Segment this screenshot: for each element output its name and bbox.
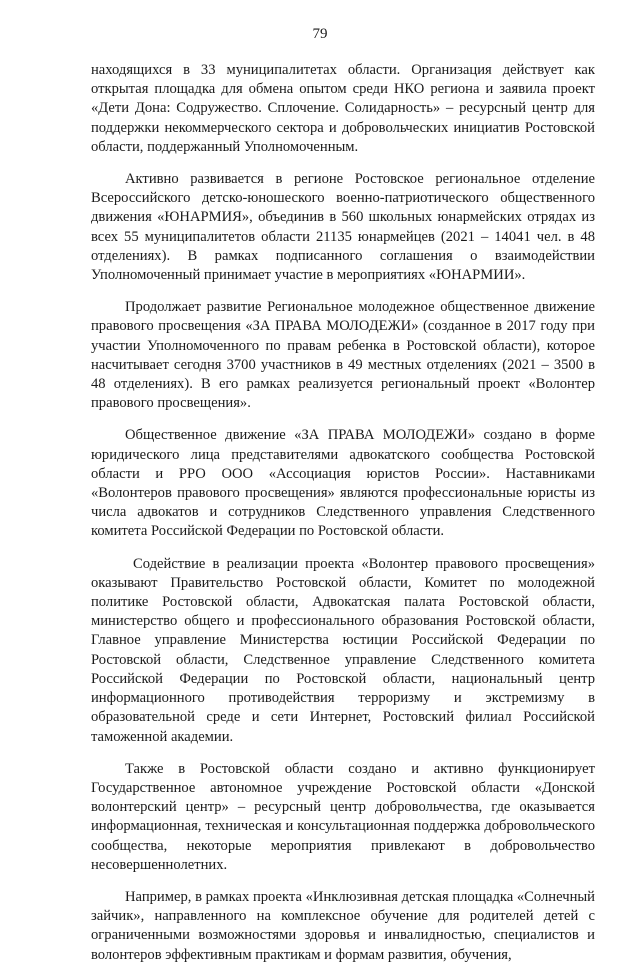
- paragraph-inclusive-playground: Например, в рамках проекта «Инклюзивная детская площадка «Солнечный зайчик», направленного на комплексное обучение для родителей детей с ограниченными возможностями здоровья и инвалидностью, специалистов и волонтеров эффективным практикам и формам развития, обучения,: [91, 888, 595, 963]
- paragraph-movement-founders: Общественное движение «ЗА ПРАВА МОЛОДЕЖИ» создано в форме юридического лица представителями адвокатского сообщества Ростовской области и РРО ООО «Ассоциация юристов России». Наставниками «Волонтеров правового просвещения» являются профессиональные юристы из числа адвокатов и сотрудников Следственного управления Следственного комитета Российской Федерации по Ростовской области.: [91, 427, 595, 540]
- paragraph-za-prava-molodezhi: Продолжает развитие Региональное молодежное общественное движение правового просвещения «ЗА ПРАВА МОЛОДЕЖИ» (созданное в 2017 году при участии Уполномоченного по правам ребенка в Ростовской области), которое насчитывает сегодня 3700 участников в 49 местных отделениях (2021 – 3500 в 48 отделениях). В его рамках реализуется региональный проект «Волонтер правового просвещения».: [91, 299, 595, 412]
- document-body: [91, 61, 595, 978]
- page-number: 79: [312, 26, 328, 42]
- paragraph-yunarmiya: Активно развивается в регионе Ростовское региональное отделение Всероссийского детско-юношеского военно-патриотического общественного движения «ЮНАРМИЯ», объединив в 560 школьных юнармейских отрядах из всех 55 муниципалитетов области 21135 юнармейцев (2021 – 14041 чел. в 48 отделениях). В рамках подписанного соглашения о взаимодействии Уполномоченный принимает участие в мероприятиях «ЮНАРМИИ».: [91, 171, 595, 284]
- paragraph-project-support: Содействие в реализации проекта «Волонтер правового просвещения» оказывают Правительство Ростовской области, Комитет по молодежной политике Ростовской области, Адвокатская палата Ростовской области, министерство общего и профессионального образования Ростовской области, Главное управление Министерства юстиции Российской Федерации по Ростовской области, Следственное управление Следственного комитета Российской Федерации по Ростовской области, национальный центр информационного противодействия терроризму и экстремизму в образовательной среде и сети Интернет, Ростовский филиал Российской таможенной академии.: [91, 555, 595, 745]
- paragraph-volunteer-center: Также в Ростовской области создано и активно функционирует Государственное автономное учреждение Ростовской области «Донской волонтерский центр» – ресурсный центр добровольчества, где оказывается информационная, техническая и консультационная поддержка добровольческого сообщества, некоторые мероприятия привлекают в добровольчество несовершеннолетних.: [91, 760, 595, 873]
- paragraph-nko-platform: находящихся в 33 муниципалитетах области. Организация действует как открытая площадка для обмена опытом среди НКО региона и заявила проект «Дети Дона: Содружество. Сплочение. Солидарность» – ресурсный центр для поддержки некоммерческого сектора и добровольческих инициатив Ростовской области, поддержанный Уполномоченным.: [91, 62, 595, 155]
